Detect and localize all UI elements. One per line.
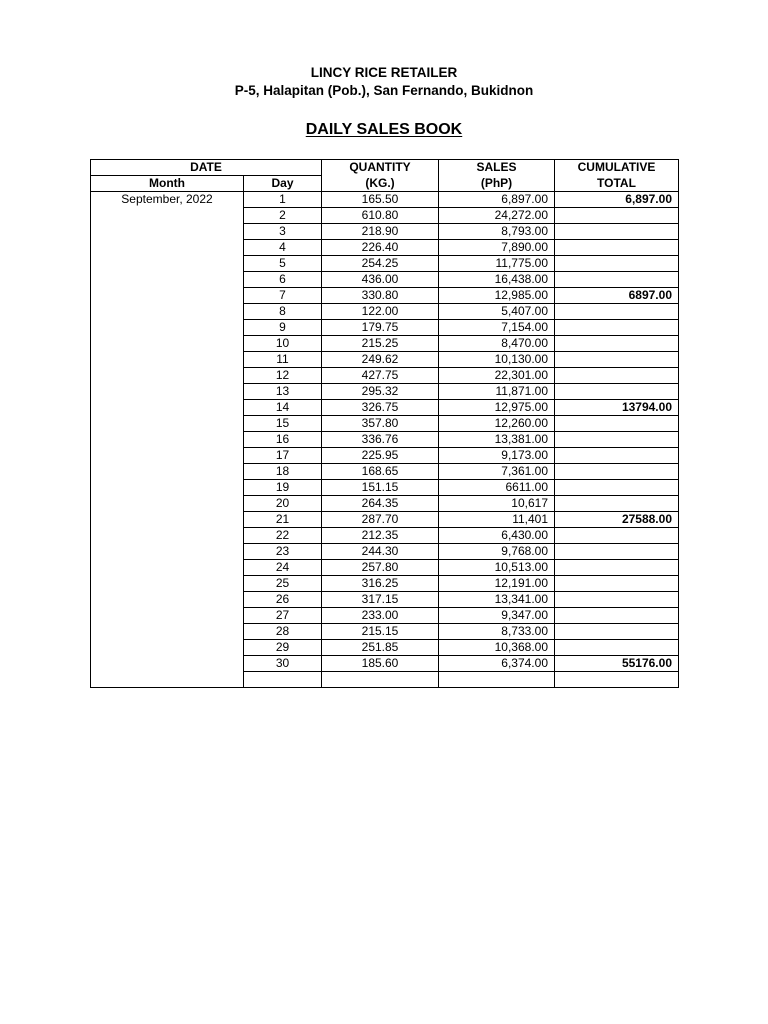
month-cell: September, 2022 [91, 192, 244, 688]
sales-cell: 16,438.00 [439, 272, 555, 288]
sales-cell: 6,430.00 [439, 528, 555, 544]
quantity-cell: 212.35 [322, 528, 439, 544]
day-cell: 8 [244, 304, 322, 320]
cumulative-cell [555, 240, 679, 256]
sales-cell: 10,617 [439, 496, 555, 512]
day-cell: 17 [244, 448, 322, 464]
day-cell: 25 [244, 576, 322, 592]
date-header: DATE [91, 160, 322, 176]
cumulative-cell [555, 608, 679, 624]
day-cell: 5 [244, 256, 322, 272]
day-cell: 26 [244, 592, 322, 608]
quantity-cell: 254.25 [322, 256, 439, 272]
sales-cell: 10,130.00 [439, 352, 555, 368]
sales-cell: 13,341.00 [439, 592, 555, 608]
sales-cell: 6611.00 [439, 480, 555, 496]
sales-cell: 11,775.00 [439, 256, 555, 272]
sales-cell: 7,890.00 [439, 240, 555, 256]
cumulative-total-header: TOTAL [555, 176, 679, 192]
quantity-cell: 233.00 [322, 608, 439, 624]
day-cell: 19 [244, 480, 322, 496]
cumulative-cell [555, 208, 679, 224]
quantity-cell: 165.50 [322, 192, 439, 208]
sales-cell: 22,301.00 [439, 368, 555, 384]
day-cell: 3 [244, 224, 322, 240]
quantity-cell: 357.80 [322, 416, 439, 432]
sales-cell: 7,154.00 [439, 320, 555, 336]
cumulative-cell [555, 496, 679, 512]
quantity-cell: 287.70 [322, 512, 439, 528]
day-cell: 22 [244, 528, 322, 544]
cumulative-cell [555, 432, 679, 448]
quantity-cell: 185.60 [322, 656, 439, 672]
sales-cell: 13,381.00 [439, 432, 555, 448]
sales-table-body [91, 192, 679, 688]
sales-cell: 12,985.00 [439, 288, 555, 304]
day-cell: 13 [244, 384, 322, 400]
day-cell: 24 [244, 560, 322, 576]
cumulative-cell [555, 464, 679, 480]
quantity-cell: 264.35 [322, 496, 439, 512]
day-cell: 30 [244, 656, 322, 672]
cumulative-cell [555, 256, 679, 272]
sales-cell: 8,470.00 [439, 336, 555, 352]
sales-cell: 9,347.00 [439, 608, 555, 624]
quantity-cell: 330.80 [322, 288, 439, 304]
sales-unit-header: (PhP) [439, 176, 555, 192]
business-address: P-5, Halapitan (Pob.), San Fernando, Bukidnon [234, 83, 534, 98]
cumulative-cell [555, 592, 679, 608]
month-header: Month [91, 176, 244, 192]
day-cell: 20 [244, 496, 322, 512]
cumulative-cell [555, 480, 679, 496]
sales-cell: 10,368.00 [439, 640, 555, 656]
sales-cell: 6,374.00 [439, 656, 555, 672]
cumulative-cell [555, 576, 679, 592]
quantity-cell: 215.15 [322, 624, 439, 640]
sales-cell: 8,733.00 [439, 624, 555, 640]
cumulative-cell: 13794.00 [555, 400, 679, 416]
empty-cell [439, 672, 555, 688]
cumulative-cell [555, 560, 679, 576]
quantity-cell: 151.15 [322, 480, 439, 496]
quantity-cell: 179.75 [322, 320, 439, 336]
quantity-cell: 316.25 [322, 576, 439, 592]
cumulative-cell: 27588.00 [555, 512, 679, 528]
cumulative-cell: 6897.00 [555, 288, 679, 304]
sales-cell: 11,871.00 [439, 384, 555, 400]
quantity-cell: 244.30 [322, 544, 439, 560]
cumulative-cell [555, 304, 679, 320]
cumulative-cell [555, 224, 679, 240]
quantity-cell: 168.65 [322, 464, 439, 480]
sales-cell: 24,272.00 [439, 208, 555, 224]
day-cell: 14 [244, 400, 322, 416]
sales-cell: 5,407.00 [439, 304, 555, 320]
sales-table [90, 159, 679, 688]
day-cell: 15 [244, 416, 322, 432]
empty-cell [555, 672, 679, 688]
day-cell: 1 [244, 192, 322, 208]
business-name: LINCY RICE RETAILER [310, 65, 458, 80]
day-cell: 10 [244, 336, 322, 352]
quantity-cell: 317.15 [322, 592, 439, 608]
day-cell: 7 [244, 288, 322, 304]
page-title-text: DAILY SALES BOOK [305, 121, 463, 138]
header-row-1 [91, 160, 679, 176]
cumulative-cell: 55176.00 [555, 656, 679, 672]
quantity-cell: 295.32 [322, 384, 439, 400]
quantity-cell: 610.80 [322, 208, 439, 224]
quantity-cell: 122.00 [322, 304, 439, 320]
sales-cell: 7,361.00 [439, 464, 555, 480]
table-row [91, 192, 679, 208]
cumulative-cell [555, 448, 679, 464]
cumulative-cell [555, 368, 679, 384]
quantity-cell: 336.76 [322, 432, 439, 448]
day-cell: 4 [244, 240, 322, 256]
day-cell: 6 [244, 272, 322, 288]
cumulative-cell [555, 416, 679, 432]
quantity-cell: 225.95 [322, 448, 439, 464]
sales-cell: 9,173.00 [439, 448, 555, 464]
day-cell: 2 [244, 208, 322, 224]
header-row-2 [91, 176, 679, 192]
cumulative-cell [555, 640, 679, 656]
sales-header: SALES [439, 160, 555, 176]
day-cell: 23 [244, 544, 322, 560]
sales-cell: 8,793.00 [439, 224, 555, 240]
cumulative-cell [555, 352, 679, 368]
cumulative-cell [555, 320, 679, 336]
quantity-cell: 215.25 [322, 336, 439, 352]
sales-cell: 12,260.00 [439, 416, 555, 432]
empty-cell [244, 672, 322, 688]
cumulative-cell [555, 624, 679, 640]
quantity-cell: 257.80 [322, 560, 439, 576]
sales-cell: 9,768.00 [439, 544, 555, 560]
quantity-cell: 249.62 [322, 352, 439, 368]
sales-cell: 12,191.00 [439, 576, 555, 592]
page-title [0, 121, 768, 139]
cumulative-cell [555, 336, 679, 352]
sales-cell: 11,401 [439, 512, 555, 528]
sales-cell: 6,897.00 [439, 192, 555, 208]
quantity-unit-header: (KG.) [322, 176, 439, 192]
day-cell: 16 [244, 432, 322, 448]
day-header: Day [244, 176, 322, 192]
quantity-cell: 326.75 [322, 400, 439, 416]
sales-cell: 10,513.00 [439, 560, 555, 576]
cumulative-cell [555, 544, 679, 560]
cumulative-cell [555, 384, 679, 400]
cumulative-header: CUMULATIVE [555, 160, 679, 176]
cumulative-cell [555, 528, 679, 544]
day-cell: 12 [244, 368, 322, 384]
sales-cell: 12,975.00 [439, 400, 555, 416]
day-cell: 11 [244, 352, 322, 368]
day-cell: 28 [244, 624, 322, 640]
day-cell: 27 [244, 608, 322, 624]
quantity-cell: 226.40 [322, 240, 439, 256]
cumulative-cell [555, 272, 679, 288]
quantity-cell: 251.85 [322, 640, 439, 656]
day-cell: 18 [244, 464, 322, 480]
day-cell: 21 [244, 512, 322, 528]
quantity-cell: 436.00 [322, 272, 439, 288]
cumulative-cell: 6,897.00 [555, 192, 679, 208]
day-cell: 29 [244, 640, 322, 656]
empty-cell [322, 672, 439, 688]
quantity-header: QUANTITY [322, 160, 439, 176]
quantity-cell: 218.90 [322, 224, 439, 240]
quantity-cell: 427.75 [322, 368, 439, 384]
day-cell: 9 [244, 320, 322, 336]
